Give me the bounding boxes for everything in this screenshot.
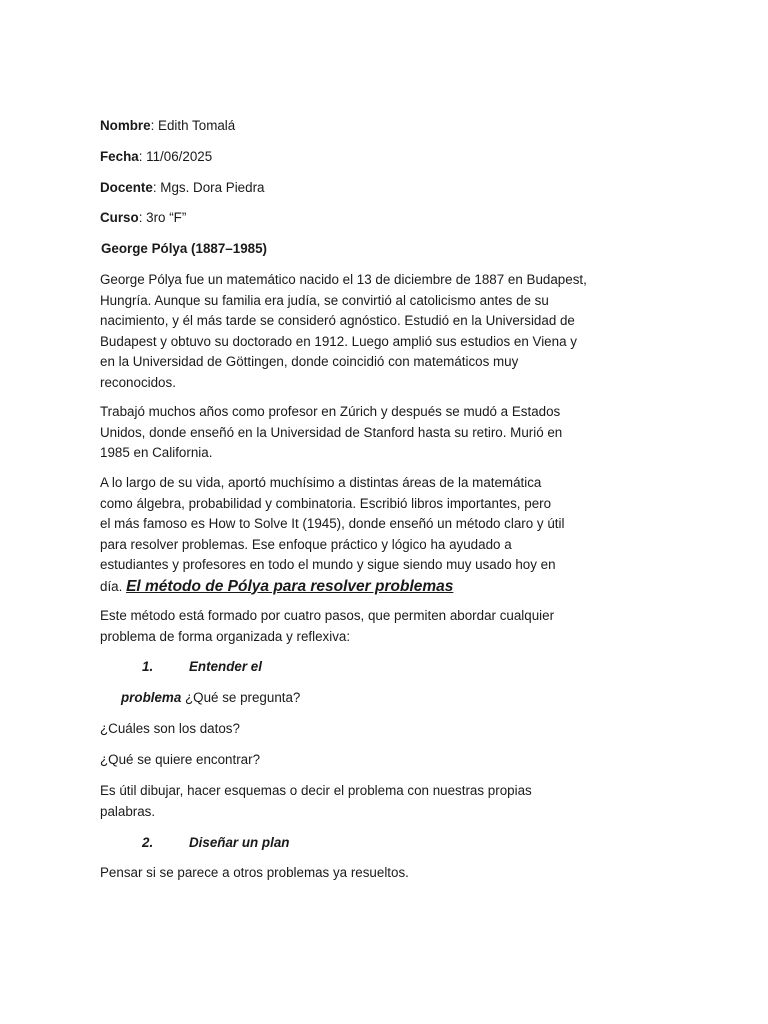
text-line: A lo largo de su vida, aportó muchísimo a distintas áreas de la matemática [100, 475, 542, 490]
text-line: como álgebra, probabilidad y combinatoria. Escribió libros importantes, pero [100, 495, 552, 511]
text-line: George Pólya fue un matemático nacido el 13 de diciembre de 1887 en Budapest, [100, 272, 587, 287]
step2-number: 2. [142, 835, 154, 850]
text-line: Es útil dibujar, hacer esquemas o decir el problema con nuestras propias [100, 783, 532, 798]
text-line: problema de forma organizada y reflexiva: [100, 628, 351, 644]
nombre-value: : Edith Tomalá [150, 118, 236, 133]
curso-label: Curso [100, 210, 139, 225]
text-line: el más famoso es How to Solve It (1945), donde enseñó un método claro y útil [100, 516, 565, 531]
step1-question-3: ¿Qué se quiere encontrar? [100, 752, 261, 767]
document-title [101, 239, 267, 260]
text-line: 1985 en California. [100, 445, 213, 460]
step1-question-2: ¿Cuáles son los datos? [100, 721, 240, 736]
text-line: Unidos, donde enseñó en la Universidad de Stanford hasta su retiro. Murió en [100, 424, 563, 440]
step1-number: 1. [142, 659, 154, 674]
text-line: estudiantes y profesores en todo el mundo y sigue siendo muy usado hoy en [100, 557, 556, 572]
field-curso [100, 208, 186, 229]
paragraph-contributions [100, 473, 610, 597]
step1-title-part-b: problema [121, 690, 182, 705]
text-line-with-heading [100, 577, 610, 598]
text-line: Este método está formado por cuatro pasos, que permiten abordar cualquier [100, 608, 555, 623]
text-line: nacimiento, y él más tarde se consideró agnóstico. Estudió en la Universidad de [100, 313, 575, 328]
text-line: Budapest y obtuvo su doctorado en 1912. Luego amplió sus estudios en Viena y [100, 333, 577, 349]
step2-text: Pensar si se parece a otros problemas ya resueltos. [100, 865, 409, 880]
step1-question-line [121, 688, 300, 709]
step2-title: Diseñar un plan [189, 835, 290, 850]
step1-question-1: ¿Qué se pregunta? [181, 690, 301, 705]
text-line: palabras. [100, 803, 156, 819]
paragraph-method-intro [100, 606, 610, 647]
text-line: Trabajó muchos años como profesor en Zúrich y después se mudó a Estados [100, 404, 561, 419]
field-docente [100, 178, 264, 199]
step1-title-part-a: Entender el [189, 659, 262, 674]
docente-value: : Mgs. Dora Piedra [152, 180, 265, 195]
paragraph-biography [100, 270, 610, 393]
field-fecha [100, 147, 212, 168]
step1-note [100, 781, 610, 822]
field-nombre [100, 116, 235, 137]
fecha-label: Fecha [100, 149, 139, 164]
section-heading: El método de Pólya para resolver problemas [126, 577, 454, 595]
paragraph-career [100, 402, 610, 464]
text-line: Hungría. Aunque su familia era judía, se convirtió al catolicismo antes de su [100, 292, 549, 308]
title-text: George Pólya (1887–1985) [101, 241, 267, 256]
text-line: en la Universidad de Göttingen, donde coincidió con matemáticos muy [100, 354, 519, 369]
text-fragment: día. [100, 578, 127, 594]
fecha-value: : 11/06/2025 [138, 149, 213, 164]
text-line: para resolver problemas. Ese enfoque práctico y lógico ha ayudado a [100, 536, 512, 552]
docente-label: Docente [100, 180, 153, 195]
curso-value: : 3ro “F” [138, 210, 187, 225]
nombre-label: Nombre [100, 118, 151, 133]
text-line: reconocidos. [100, 374, 176, 390]
